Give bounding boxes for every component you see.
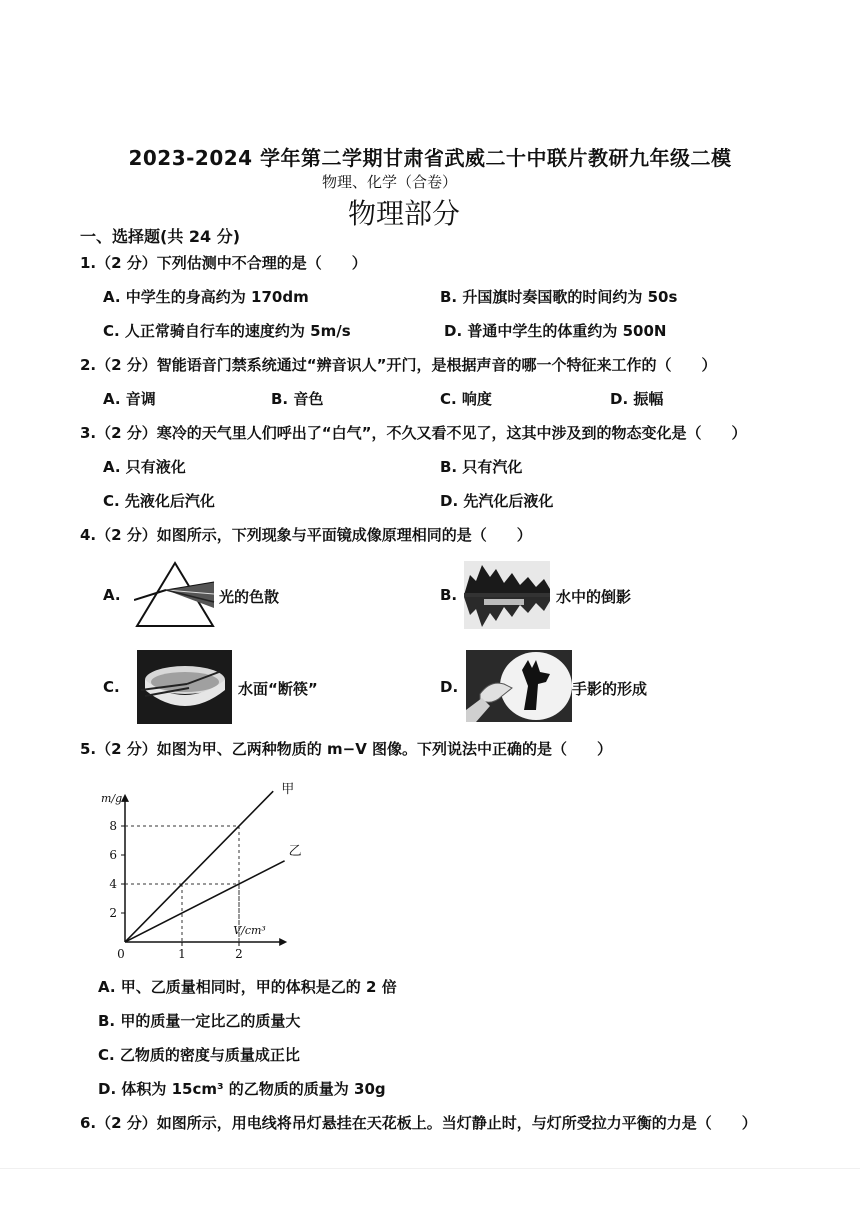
q4-option-c-text: 水面“断筷” bbox=[238, 680, 318, 698]
prism-dispersion-image bbox=[134, 560, 216, 628]
question-4-stem: 4.（2 分）如图所示，下列现象与平面镜成像原理相同的是（ ） bbox=[80, 526, 532, 544]
section-heading: 一、选择题(共 24 分) bbox=[80, 227, 241, 246]
y-axis-label: m/g bbox=[101, 791, 123, 805]
series-label-jia: 甲 bbox=[281, 782, 295, 798]
series-line-jia bbox=[125, 791, 273, 942]
water-reflection-image bbox=[464, 561, 550, 629]
q3-option-c: C. 先液化后汽化 bbox=[103, 492, 215, 510]
y-tick-label: 4 bbox=[109, 877, 117, 891]
y-axis-arrow bbox=[121, 794, 129, 802]
q4-option-a-text: 光的色散 bbox=[219, 588, 280, 606]
y-tick-label: 2 bbox=[109, 906, 117, 920]
series-label-yi: 乙 bbox=[288, 843, 302, 859]
q5-option-c: C. 乙物质的密度与质量成正比 bbox=[98, 1046, 300, 1064]
y-tick-label: 8 bbox=[109, 819, 117, 833]
part-title: 物理部分 bbox=[347, 197, 460, 230]
q2-option-d: D. 振幅 bbox=[610, 390, 664, 408]
q3-option-b: B. 只有汽化 bbox=[440, 458, 523, 476]
exam-title: 2023-2024 学年第二学期甘肃省武威二十中联片教研九年级二模 bbox=[128, 146, 732, 170]
q4-option-a-letter: A. bbox=[103, 586, 121, 604]
q1-option-b: B. 升国旗时奏国歌的时间约为 50s bbox=[440, 288, 678, 306]
hand-shadow-image bbox=[466, 650, 572, 722]
q2-option-c: C. 响度 bbox=[440, 390, 492, 408]
x-tick-label: 2 bbox=[235, 947, 243, 961]
q5-option-b: B. 甲的质量一定比乙的质量大 bbox=[98, 1012, 301, 1030]
q1-option-c: C. 人正常骑自行车的速度约为 5m/s bbox=[103, 322, 351, 340]
x-tick-label: 1 bbox=[178, 947, 186, 961]
q4-option-b-text: 水中的倒影 bbox=[556, 588, 632, 606]
question-3-stem: 3.（2 分）寒冷的天气里人们呼出了“白气”，不久又看不见了，这其中涉及到的物态变化是（ ） bbox=[80, 424, 747, 442]
q4-option-d-text: 手影的形成 bbox=[572, 680, 648, 698]
q3-option-d: D. 先汽化后液化 bbox=[440, 492, 554, 510]
x-tick-label: 0 bbox=[117, 947, 125, 961]
page-bottom-divider bbox=[0, 1168, 860, 1169]
q2-option-a: A. 音调 bbox=[103, 390, 156, 408]
q5-option-d: D. 体积为 15cm³ 的乙物质的质量为 30g bbox=[98, 1080, 386, 1098]
m-v-chart bbox=[96, 770, 326, 962]
bent-chopsticks-image bbox=[137, 650, 232, 724]
question-1-stem: 1.（2 分）下列估测中不合理的是（ ） bbox=[80, 254, 367, 272]
x-axis-arrow bbox=[279, 938, 287, 946]
q4-option-b-letter: B. bbox=[440, 586, 458, 604]
question-5-stem: 5.（2 分）如图为甲、乙两种物质的 m−V 图像。下列说法中正确的是（ ） bbox=[80, 740, 613, 758]
x-axis-label: V/cm³ bbox=[233, 924, 266, 937]
question-6-stem: 6.（2 分）如图所示，用电线将吊灯悬挂在天花板上。当灯静止时，与灯所受拉力平衡的力是（ ） bbox=[80, 1114, 757, 1132]
q3-option-a: A. 只有液化 bbox=[103, 458, 186, 476]
q4-option-d-letter: D. bbox=[440, 678, 459, 696]
q4-option-c-letter: C. bbox=[103, 678, 120, 696]
exam-subtitle: 物理、化学（合卷） bbox=[322, 173, 458, 191]
q1-option-d: D. 普通中学生的体重约为 500N bbox=[444, 322, 667, 340]
q2-option-b: B. 音色 bbox=[271, 390, 324, 408]
y-tick-label: 6 bbox=[109, 848, 117, 862]
q5-option-a: A. 甲、乙质量相同时，甲的体积是乙的 2 倍 bbox=[98, 978, 397, 996]
question-2-stem: 2.（2 分）智能语音门禁系统通过“辨音识人”开门，是根据声音的哪一个特征来工作的（ ） bbox=[80, 356, 717, 374]
q1-option-a: A. 中学生的身高约为 170dm bbox=[103, 288, 309, 306]
